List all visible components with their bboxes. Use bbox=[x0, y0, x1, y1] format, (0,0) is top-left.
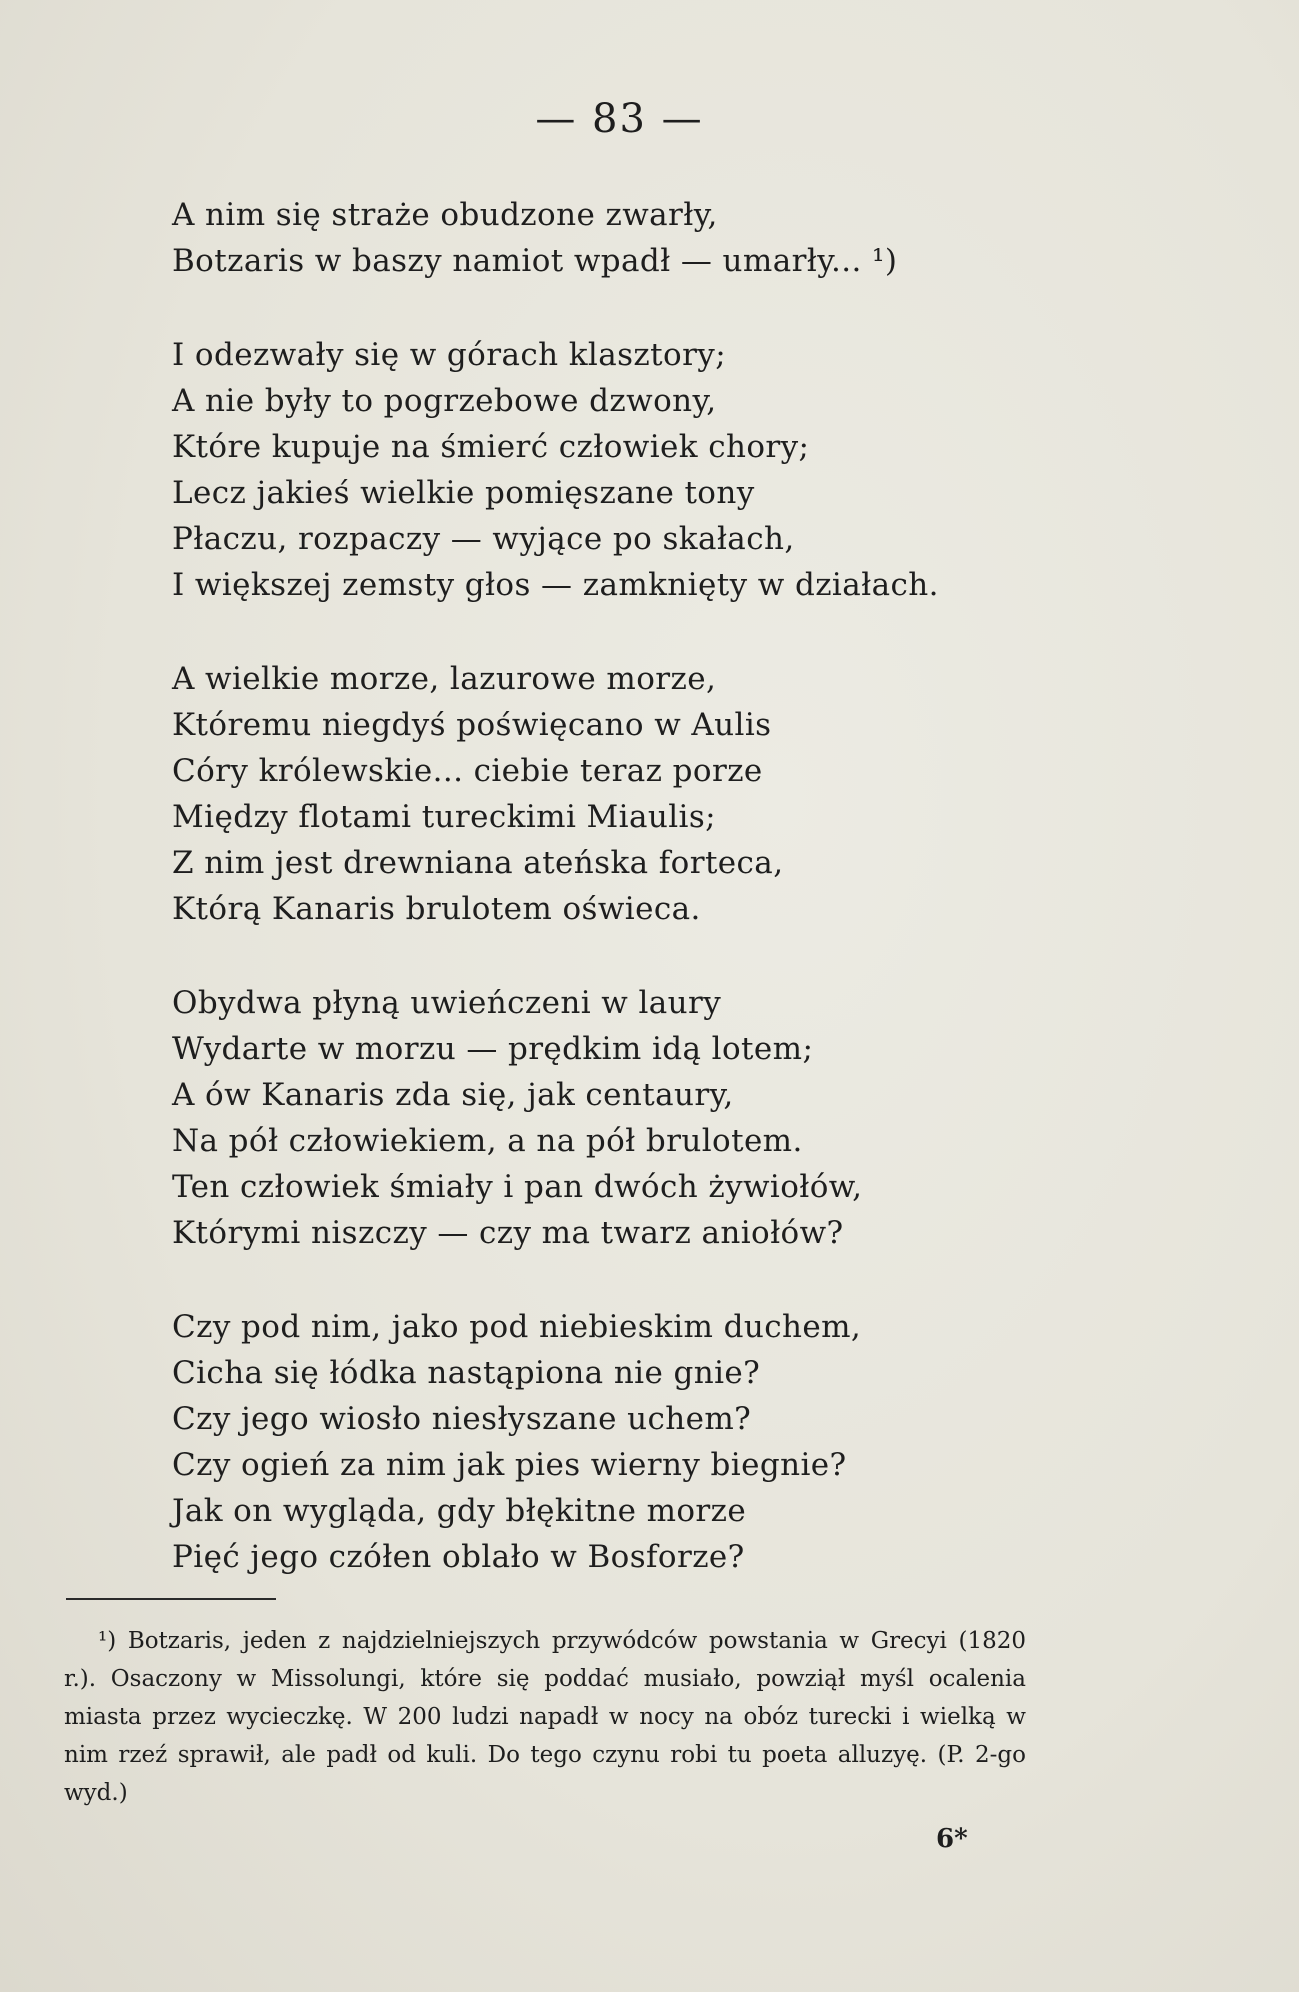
poem-line: A nie były to pogrzebowe dzwony, bbox=[172, 383, 717, 419]
poem-line: Czy jego wiosło niesłyszane uchem? bbox=[172, 1401, 752, 1437]
stanza bbox=[172, 192, 1072, 284]
poem-line: Obydwa płyną uwieńczeni w laury bbox=[172, 985, 722, 1021]
poem-line: Jak on wygląda, gdy błękitne morze bbox=[172, 1493, 747, 1529]
poem-line: Czy pod nim, jako pod niebieskim duchem, bbox=[172, 1309, 862, 1345]
footnote-text: Botzaris, jeden z najdzielniejszych przywódców powstania w Grecyi (1820 r.). Osaczony w Missolungi, które się poddać musiało, powziął myśl ocalenia miasta przez wycieczkę. W 200 ludzi napadł w nocy na obóz turecki i wielką w nim rzeź sprawił, ale padł od kuli. Do tego czynu robi tu poeta alluzyę. (P. 2-go wyd.) bbox=[64, 1628, 1027, 1806]
poem-line: Któremu niegdyś poświęcano w Aulis bbox=[172, 707, 772, 743]
page-number: — 83 — bbox=[535, 96, 704, 142]
poem-line: Botzaris w baszy namiot wpadł — umarły... ¹) bbox=[172, 243, 898, 279]
poem-line: Cicha się łódka nastąpiona nie gnie? bbox=[172, 1355, 761, 1391]
footnote bbox=[64, 1622, 1026, 1812]
poem-line: Na pół człowiekiem, a na pół brulotem. bbox=[172, 1123, 803, 1159]
poem-line: Które kupuje na śmierć człowiek chory; bbox=[172, 429, 810, 465]
poem-line: Ten człowiek śmiały i pan dwóch żywiołów, bbox=[172, 1169, 863, 1205]
poem-line: Z nim jest drewniana ateńska forteca, bbox=[172, 845, 784, 881]
footnote-divider bbox=[66, 1598, 276, 1600]
poem-line: Płaczu, rozpaczy — wyjące po skałach, bbox=[172, 521, 795, 557]
poem-line: A ów Kanaris zda się, jak centaury, bbox=[172, 1077, 734, 1113]
poem-line: Wydarte w morzu — prędkim idą lotem; bbox=[172, 1031, 814, 1067]
signature-mark: 6* bbox=[936, 1824, 968, 1854]
poem-line: Którymi niszczy — czy ma twarz aniołów? bbox=[172, 1215, 844, 1251]
poem-line: Między flotami tureckimi Miaulis; bbox=[172, 799, 716, 835]
poem-line: Lecz jakieś wielkie pomięszane tony bbox=[172, 475, 755, 511]
stanza bbox=[172, 332, 1072, 608]
poem-line: I odezwały się w górach klasztory; bbox=[172, 337, 727, 373]
poem-line: Którą Kanaris brulotem oświeca. bbox=[172, 891, 701, 927]
poem-line: Pięć jego czółen oblało w Bosforze? bbox=[172, 1539, 745, 1575]
stanza bbox=[172, 1304, 1072, 1580]
poem-line: A wielkie morze, lazurowe morze, bbox=[172, 661, 717, 697]
poem bbox=[172, 192, 1072, 1628]
poem-line: Czy ogień za nim jak pies wierny biegnie? bbox=[172, 1447, 847, 1483]
stanza bbox=[172, 980, 1072, 1256]
poem-line: I większej zemsty głos — zamknięty w działach. bbox=[172, 567, 939, 603]
footnote-marker: ¹) bbox=[98, 1628, 117, 1654]
poem-line: A nim się straże obudzone zwarły, bbox=[172, 197, 718, 233]
stanza bbox=[172, 656, 1072, 932]
poem-line: Córy królewskie... ciebie teraz porze bbox=[172, 753, 763, 789]
